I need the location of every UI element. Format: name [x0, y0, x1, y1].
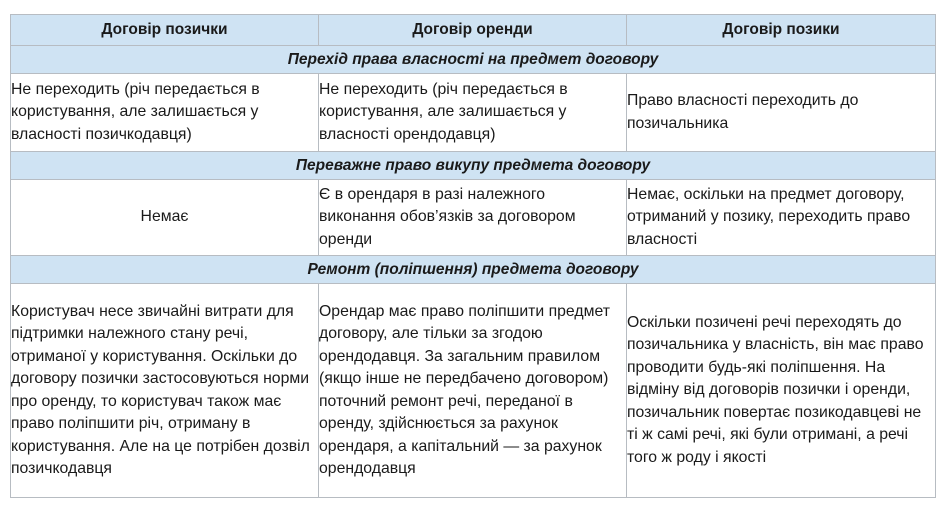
header-row [11, 15, 936, 46]
column-header-loan: Договір позики [627, 15, 936, 46]
cell-ownership-lease: Не переходить (річ передається в користування, але залишається у власності орендодавця) [319, 74, 627, 152]
cell-ownership-loan-for-use: Не переходить (річ передається в користування, але залишається у власності позичкодавця) [11, 74, 319, 152]
table-row [11, 180, 936, 256]
section-title-repair: Ремонт (поліпшення) предмета договору [11, 256, 936, 284]
comparison-table [10, 14, 936, 498]
cell-buyout-lease: Є в орендаря в разі належного виконання обов’язків за договором оренди [319, 180, 627, 256]
section-row-repair [11, 256, 936, 284]
section-title-buyout: Переважне право викупу предмета договору [11, 152, 936, 180]
table-row [11, 74, 936, 152]
column-header-loan-for-use: Договір позички [11, 15, 319, 46]
cell-repair-lease: Орендар має право поліпшити предмет договору, але тільки за згодою орендодавця. За загальним правилом (якщо інше не передбачено договором) поточний ремонт речі, переданої в оренду, здійснюється за рахунок орендаря, а капітальний — за рахунок орендодавця [319, 284, 627, 498]
section-title-ownership: Перехід права власності на предмет договору [11, 46, 936, 74]
table-row [11, 284, 936, 498]
section-row-ownership [11, 46, 936, 74]
cell-buyout-loan: Немає, оскільки на предмет договору, отриманий у позику, переходить право власності [627, 180, 936, 256]
cell-repair-loan: Оскільки позичені речі переходять до позичальника у власність, він має право проводити будь-які поліпшення. На відміну від договорів позички і оренди, позичальник повертає позикодавцеві не ті ж самі речі, які були отримані, а речі того ж роду і якості [627, 284, 936, 498]
cell-buyout-loan-for-use: Немає [11, 180, 319, 256]
cell-ownership-loan: Право власності переходить до позичальника [627, 74, 936, 152]
column-header-lease: Договір оренди [319, 15, 627, 46]
cell-repair-loan-for-use: Користувач несе звичайні витрати для підтримки належного стану речі, отриманої у користування. Оскільки до договору позички застосовуються норми про оренду, то користувач також має право поліпшити річ, отриману в користування. Але на це потрібен дозвіл позичкодавця [11, 284, 319, 498]
section-row-buyout [11, 152, 936, 180]
